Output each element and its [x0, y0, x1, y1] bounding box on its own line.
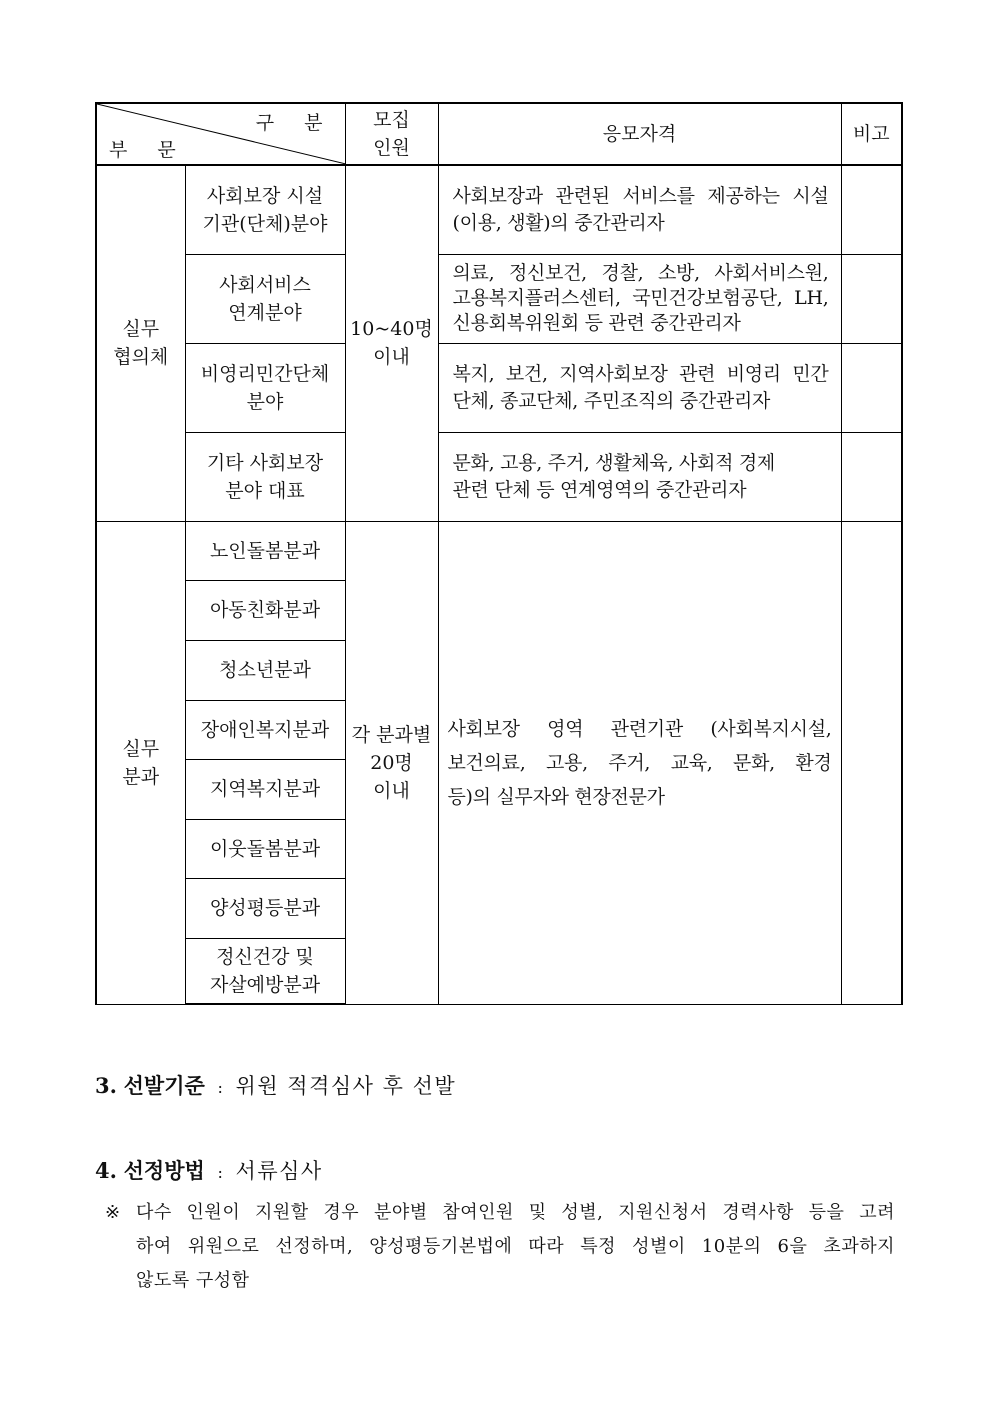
qualification-subcommittee: 사회보장 영역 관련기관 (사회복지시설, 보건의료, 고용, 주거, 교육, 문화, 환경 등)의 실무자와 현장전문가	[438, 521, 841, 1004]
section-3-title: 선발기준	[123, 1073, 205, 1098]
section-3-text: 위원 적격심사 후 선발	[235, 1074, 457, 1098]
note-cell	[841, 343, 902, 432]
field-cell: 사회보장 시설 기관(단체)분야	[185, 165, 345, 254]
section-4-title: 선정방법	[123, 1158, 205, 1183]
qualification-cell: 의료, 정신보건, 경찰, 소방, 사회서비스원, 고용복지플러스센터, 국민건강보험공단, LH, 신용회복위원회 등 관련 중간관리자	[438, 254, 841, 343]
section-4-sep: :	[217, 1163, 223, 1182]
note-cell	[841, 432, 902, 521]
header-qualification: 응모자격	[438, 103, 841, 165]
header-bumun: 부 문	[109, 139, 188, 161]
table-row	[96, 521, 902, 580]
count-council: 10~40명 이내	[345, 165, 438, 521]
note-block	[105, 1196, 895, 1298]
division-cell: 정신건강 및 자살예방분과	[185, 938, 345, 1004]
section-council: 실무 협의체	[96, 165, 185, 521]
section-3-number: 3.	[95, 1073, 117, 1098]
field-cell: 기타 사회보장 분야 대표	[185, 432, 345, 521]
header-gubun: 구 분	[255, 112, 335, 134]
qualification-cell: 복지, 보건, 지역사회보장 관련 비영리 민간 단체, 종교단체, 주민조직의 중간관리자	[438, 343, 841, 432]
note-line-2: 하여 위원으로 선정하며, 양성평등기본법에 따라 특정 성별이 10분의 6을 초과하지	[136, 1236, 895, 1257]
section-4-number: 4.	[95, 1158, 117, 1183]
count-subcommittee: 각 분과별 20명 이내	[345, 521, 438, 1004]
qualification-cell: 사회보장과 관련된 서비스를 제공하는 시설 (이용, 생활)의 중간관리자	[438, 165, 841, 254]
note-cell	[841, 254, 902, 343]
division-cell: 이웃돌봄분과	[185, 819, 345, 878]
table-header-row	[96, 103, 902, 165]
field-cell: 비영리민간단체 분야	[185, 343, 345, 432]
section-subcommittee: 실무 분과	[96, 521, 185, 1004]
table-row	[96, 254, 902, 343]
division-cell: 장애인복지분과	[185, 700, 345, 759]
section-4-text: 서류심사	[235, 1159, 323, 1183]
reference-mark: ※	[105, 1202, 121, 1223]
section-4	[95, 1155, 323, 1185]
table-row	[96, 432, 902, 521]
table-row	[96, 343, 902, 432]
note-cell	[841, 521, 902, 1004]
table-row	[96, 165, 902, 254]
header-mojip: 모집 인원	[345, 103, 438, 165]
note-line-1: 다수 인원이 지원할 경우 분야별 참여인원 및 성별, 지원신청서 경력사항 등을 고려	[136, 1202, 895, 1223]
recruitment-table	[95, 102, 903, 1005]
field-cell: 사회서비스 연계분야	[185, 254, 345, 343]
section-3-sep: :	[217, 1078, 223, 1097]
division-cell: 양성평등분과	[185, 878, 345, 938]
note-line-3: 않도록 구성함	[136, 1270, 250, 1291]
header-diagonal-cell	[96, 103, 345, 165]
section-3	[95, 1070, 456, 1100]
qualification-cell: 문화, 고용, 주거, 생활체육, 사회적 경제 관련 단체 등 연계영역의 중간관리자	[438, 432, 841, 521]
division-cell: 청소년분과	[185, 640, 345, 700]
division-cell: 아동친화분과	[185, 580, 345, 640]
division-cell: 노인돌봄분과	[185, 521, 345, 580]
header-note: 비고	[841, 103, 902, 165]
division-cell: 지역복지분과	[185, 759, 345, 819]
note-cell	[841, 165, 902, 254]
